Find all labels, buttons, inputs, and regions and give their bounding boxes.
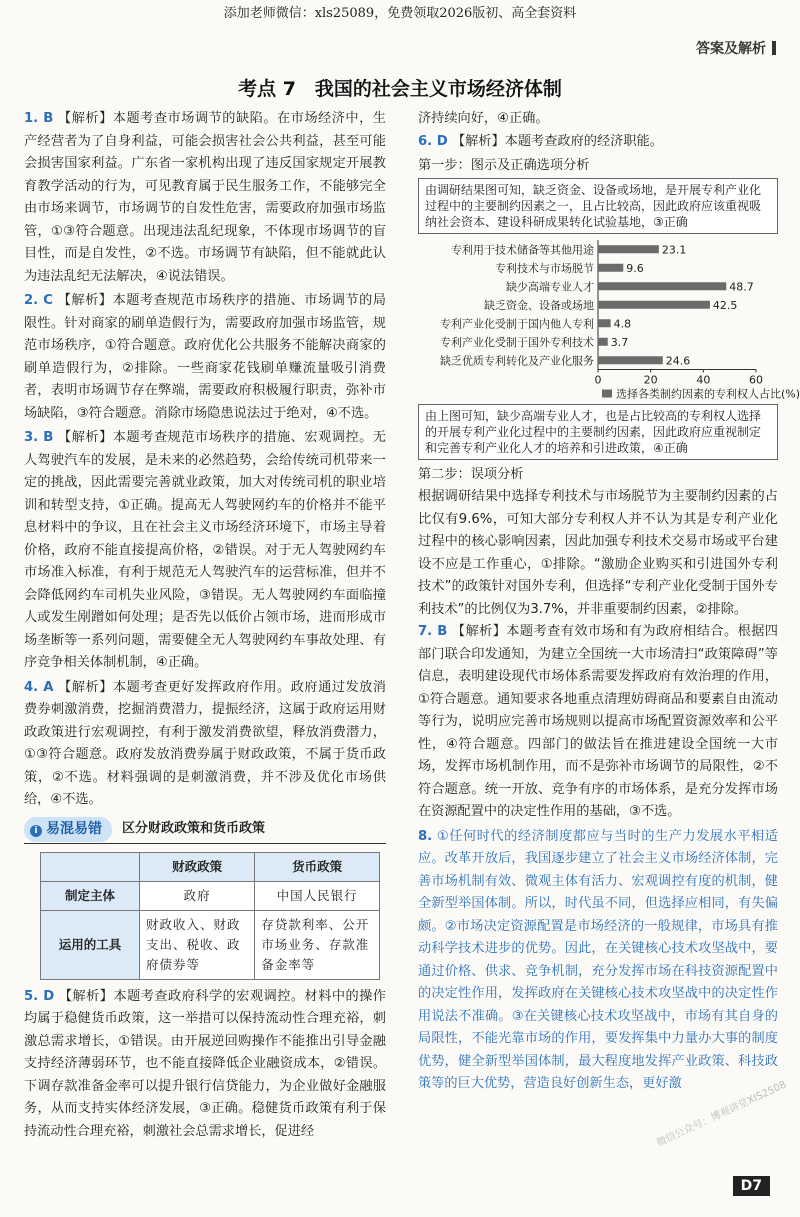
left-column [24,108,386,1145]
bar-chart-svg [418,234,800,404]
page-number: D7 [733,1176,770,1196]
column-header: 货币政策 [255,852,380,881]
tip-header [24,818,386,842]
table-row [41,881,380,910]
question-text: ①任何时代的经济制度都应与当时的生产力发展水平相适应。改革开放后，我国逐步建立了社会主义市场经济体制，完善市场机制有效、微观主体有活力、宏观调控有度的机制，健全新型举国体制。所以，时代虽不同，但选择应相同，有失偏颇。②市场决定资源配置是市场经济的一般规律，市场具有推动科学技术进步的优势。因此，在关键核心技术攻坚战中，要通过价格、供求、竞争机制，充分发挥市场在科技资源配置中的决定性作用，发挥政府在关键核心技术攻坚战中的决定性作用说法不准确。③在关键核心技术攻坚战中，市场有其自身的局限性，不能光靠市场的作用，要发挥集中力量办大事的制度优势，健全新型举国体制，最大程度地发挥产业政策、科技政策等的巨大优势，营造良好创新生态，更好激 [418,828,778,1091]
info-icon: i [30,825,42,837]
category-label: 专利技术与市场脱节 [495,261,594,275]
question-number: 2. C [24,293,53,308]
tip-title: 区分财政政策和货币政策 [122,821,266,837]
question-number: 3. B [24,430,54,445]
data-label: 3.7 [610,335,629,349]
question-2 [24,290,386,425]
category-label: 缺少高端专业人才 [506,279,594,293]
tip-badge-label: 易混易错 [46,821,102,838]
policy-comparison-table [40,852,380,980]
table-header-row [41,852,380,881]
section-title: 考点 7 我国的社会主义市场经济体制 [238,78,562,100]
table-cell: 存贷款利率、公开市场业务、存款准备金率等 [255,910,380,979]
header-tag [696,38,776,58]
question-1 [24,108,386,288]
right-column [418,108,800,1098]
row-header: 制定主体 [41,881,140,910]
data-label: 9.6 [626,261,644,275]
top-banner: 添加老师微信：xls25089，免费领取2026版初、高全套资料 [223,6,577,21]
question-number: 4. A [24,679,54,695]
header-bar [772,41,776,55]
question-7 [418,621,778,824]
question-3 [24,427,386,675]
data-label: 48.7 [729,279,754,293]
bar [598,282,726,290]
question-5 [24,986,386,1144]
question-text: 【解析】本题考查规范市场秩序的措施、宏观调控。无人驾驶汽车的发展，是未来的必然趋势，会给传统司机带来一定的挑战，因此需要完善就业政策，加大对传统司机的职业培训和转型支持，①正确。提高无人驾驶网约车的价格并不能平息材料中的争议，且在社会主义市场经济环境下，市场主导着价格，政府不能直接提高价格，②错误。对于无人驾驶网约车市场准入标准，有利于规范无人驾驶汽车的运营标准，但并不会降低网约车司机失业风险，③错误。无人驾驶网约车面临撞人或发生剐蹭如何处理；是否先以低价占领市场，进而形成市场垄断等一系列问题，需要健全无人驾驶网约车事故处理、有序竞争相关体制机制，④正确。 [24,430,386,670]
question-text: 【解析】本题考查有效市场和有为政府相结合。根据四部门联合印发通知，为建立全国统一大市场清扫“政策障碍”等信息，表明建设现代市场体系需要发挥政府有效治理的作用，①符合题意。通知要求各地重点清理妨碍商品和要素自由流动等行为，说明应完善市场规则以提高市场配置资源效率和公平性，④符合题意。四部门的做法旨在推进建设全国统一大市场，发挥市场机制作用，而不是弥补市场调节的局限性，②不符合题意。统一开放、竞争有序的市场体系，是充分发挥市场在资源配置中的决定性作用的基础，③不选。 [418,624,778,819]
legend-label: 选择各类制约因素的专利权人占比(%) [616,387,800,400]
step-one-heading: 第一步：图示及正确选项分析 [418,158,590,173]
analysis-box-bottom: 由上图可知，缺少高端专业人才，也是占比较高的专利权人选择的开展专利产业化过程中的主要制约因素，因此政府应重视制定和完善专利产业化人才的培养和引进政策，④正确 [418,404,778,460]
tip-badge [24,817,112,842]
x-tick-label: 0 [594,373,602,386]
column-header: 财政政策 [140,852,255,881]
step-two-text: 根据调研结果中选择专利技术与市场脱节为主要制约因素的占比仅有9.6%，可知大部分专利权人并不认为其是专利产业化过程中的核心影响因素，因此加强专利技术交易市场或平台建设不应是工作重心，①排除。“激励企业购买和引进国外专利技术”的政策针对国外专利，但选择“专利产业化受制于国外专利技术”的比例仅为3.7%，并非重要制约因素，②排除。 [418,489,778,617]
legend-swatch [602,389,612,397]
table-cell: 财政收入、财政支出、税收、政府债券等 [140,910,255,979]
table-cell: 中国人民银行 [255,881,380,910]
question-number: 8. [418,828,433,844]
question-4 [24,677,386,812]
analysis-box-top: 由调研结果图可知，缺乏资金、设备或场地，是开展专利产业化过程中的主要制约因素之一，且占比较高，因此政府应该重视吸纳社会资本、建设科研成果转化试验基地，③正确 [418,178,778,234]
step-two-heading: 第二步：误项分析 [418,466,524,482]
bar [598,319,611,327]
table-cell: 政府 [140,881,255,910]
question-number: 6. D [418,133,448,149]
watermark: 微信公众号：博观讲堂XIS2508 [655,1079,789,1150]
category-label: 缺乏资金、设备或场地 [484,298,594,312]
x-tick-label: 60 [749,373,763,386]
category-label: 专利产业化受制于国外专利技术 [440,335,594,349]
bar [598,245,659,253]
question-text: 【解析】本题考查市场调节的缺陷。在市场经济中，生产经营者为了自身利益，可能会损害社会公共利益，甚至可能会损害国家利益。广东省一家机构出现了违反国家规定开展教育教学活动的行为，可见教育属于民生服务工作，不能够完全由市场来调节，市场调节的自发性危害，需要政府加强市场监管，①③符合题意。出现违法乱纪现象，不体现市场调节的盲目性，而是自发性，②不选。市场调节有缺陷，但不能就此认为违法乱纪无法解决，④说法错误。 [24,111,386,284]
tip-divider [24,843,386,844]
bar [598,337,608,345]
header-label: 答案及解析 [696,41,766,57]
question-text: 【解析】本题考查规范市场秩序的措施、市场调节的局限性。针对商家的刷单造假行为，需要政府加强市场监管，规范市场秩序，①符合题意。政府优化公共服务不能解决商家的刷单造假行为，②排除。一些商家花钱刷单赚流量吸引消费者，表明市场调节存在弊端，需要政府积极履行职责，弥补市场缺陷，③符合题意。消除市场隐患说法过于绝对，④不选。 [24,293,386,421]
question-number: 7. B [418,624,448,639]
category-label: 专利用于技术储备等其他用途 [451,242,594,256]
x-tick-label: 40 [696,373,711,386]
question-number: 1. B [24,111,54,126]
data-label: 23.1 [661,242,687,256]
question-number: 5. D [24,988,55,1004]
category-label: 专利产业化受制于国内他人专利 [440,316,594,330]
row-header: 运用的工具 [41,910,140,979]
question-6 [418,131,778,154]
x-tick-label: 20 [643,373,658,386]
question-text: 【解析】本题考查政府的经济职能。 [451,133,663,149]
bar [598,263,623,271]
table-row [41,910,380,979]
table-corner [41,852,140,881]
question-text: 【解析】本题考查政府科学的宏观调控。材料中的操作均属于稳健货币政策，这一举措可以保持流动性合理充裕，刺激总需求增长，①错误。由开展逆回购操作不能推出引导金融支持经济薄弱环节，也不能直接降低企业融资成本，②错误。下调存款准备金率可以提升银行信贷能力，为企业做好金融服务，从而支持实体经济发展，③正确。稳健货币政策有利于保持流动性合理充裕，刺激社会总需求增长，促进经 [24,988,386,1139]
data-label: 24.6 [665,353,691,367]
data-label: 4.8 [613,316,632,330]
bar [598,356,663,364]
question-text: 【解析】本题考查更好发挥政府作用。政府通过发放消费券刺激消费，挖掘消费潜力，提振经济，这属于政府运用财政政策进行宏观调控，有利于激发消费欲望，释放消费潜力，①③符合题意。政府发放消费券属于财政政策，不属于货币政策，②不选。材料强调的是刺激消费，并不涉及优化市场供给，④不选。 [24,679,386,807]
question-8 [418,826,778,1096]
bar [598,300,710,308]
data-label: 42.5 [712,298,738,312]
tip-box [24,818,386,980]
patent-barrier-chart [418,234,800,404]
category-label: 缺乏优质专利转化及产业化服务 [440,353,594,367]
question-5-continued: 济持续向好，④正确。 [418,111,549,126]
